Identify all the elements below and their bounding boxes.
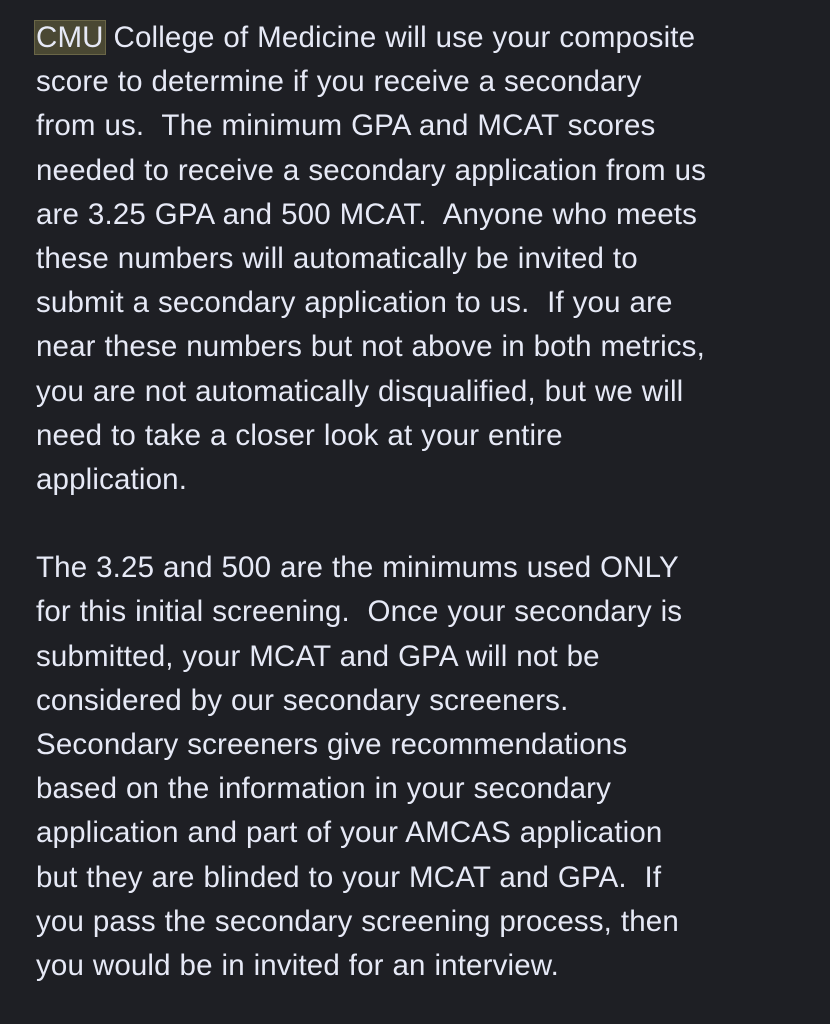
- paragraph-1-line-1-rest[interactable]: College of Medicine will use your composite: [104, 21, 696, 54]
- paragraph-1-line-7[interactable]: submit a secondary application to us. If you are: [36, 286, 673, 320]
- paragraph-2-line-1[interactable]: The 3.25 and 500 are the minimums used ONLY: [36, 551, 679, 585]
- paragraph-1-line-8[interactable]: near these numbers but not above in both metrics,: [36, 330, 705, 364]
- paragraph-1-line-3[interactable]: from us. The minimum GPA and MCAT scores: [36, 109, 656, 143]
- paragraph-2-line-2[interactable]: for this initial screening. Once your secondary is: [36, 595, 683, 629]
- paragraph-1-line-1: [36, 16, 810, 60]
- paragraph-spacer: [36, 502, 810, 546]
- paragraph-2-line-3[interactable]: submitted, your MCAT and GPA will not be: [36, 639, 600, 673]
- paragraph-1-line-2[interactable]: score to determine if you receive a secondary: [36, 65, 642, 99]
- highlighted-text[interactable]: CMU: [36, 21, 104, 54]
- paragraph-2-line-9[interactable]: you pass the secondary screening process, then: [36, 904, 679, 938]
- paragraph-2-line-8[interactable]: but they are blinded to your MCAT and GPA. If: [36, 860, 662, 894]
- paragraph-2-line-7[interactable]: application and part of your AMCAS application: [36, 816, 663, 850]
- paragraph-2-line-10[interactable]: you would be in invited for an interview.: [36, 949, 559, 983]
- paragraph-2-line-4[interactable]: considered by our secondary screeners.: [36, 683, 569, 717]
- paragraph-2: [36, 546, 810, 988]
- paragraph-1-line-6[interactable]: these numbers will automatically be invited to: [36, 242, 638, 276]
- paragraph-1-line-11[interactable]: application.: [36, 463, 188, 497]
- paragraph-1-line-9[interactable]: you are not automatically disqualified, but we will: [36, 374, 684, 408]
- paragraph-1-line-5[interactable]: are 3.25 GPA and 500 MCAT. Anyone who meets: [36, 197, 698, 231]
- paragraph-2-line-5[interactable]: Secondary screeners give recommendations: [36, 728, 628, 762]
- paragraph-2-line-6[interactable]: based on the information in your secondary: [36, 772, 612, 806]
- paragraph-1-line-4[interactable]: needed to receive a secondary application from us: [36, 153, 707, 187]
- paragraph-1: [36, 16, 810, 502]
- paragraph-1-line-10[interactable]: need to take a closer look at your entire: [36, 418, 563, 452]
